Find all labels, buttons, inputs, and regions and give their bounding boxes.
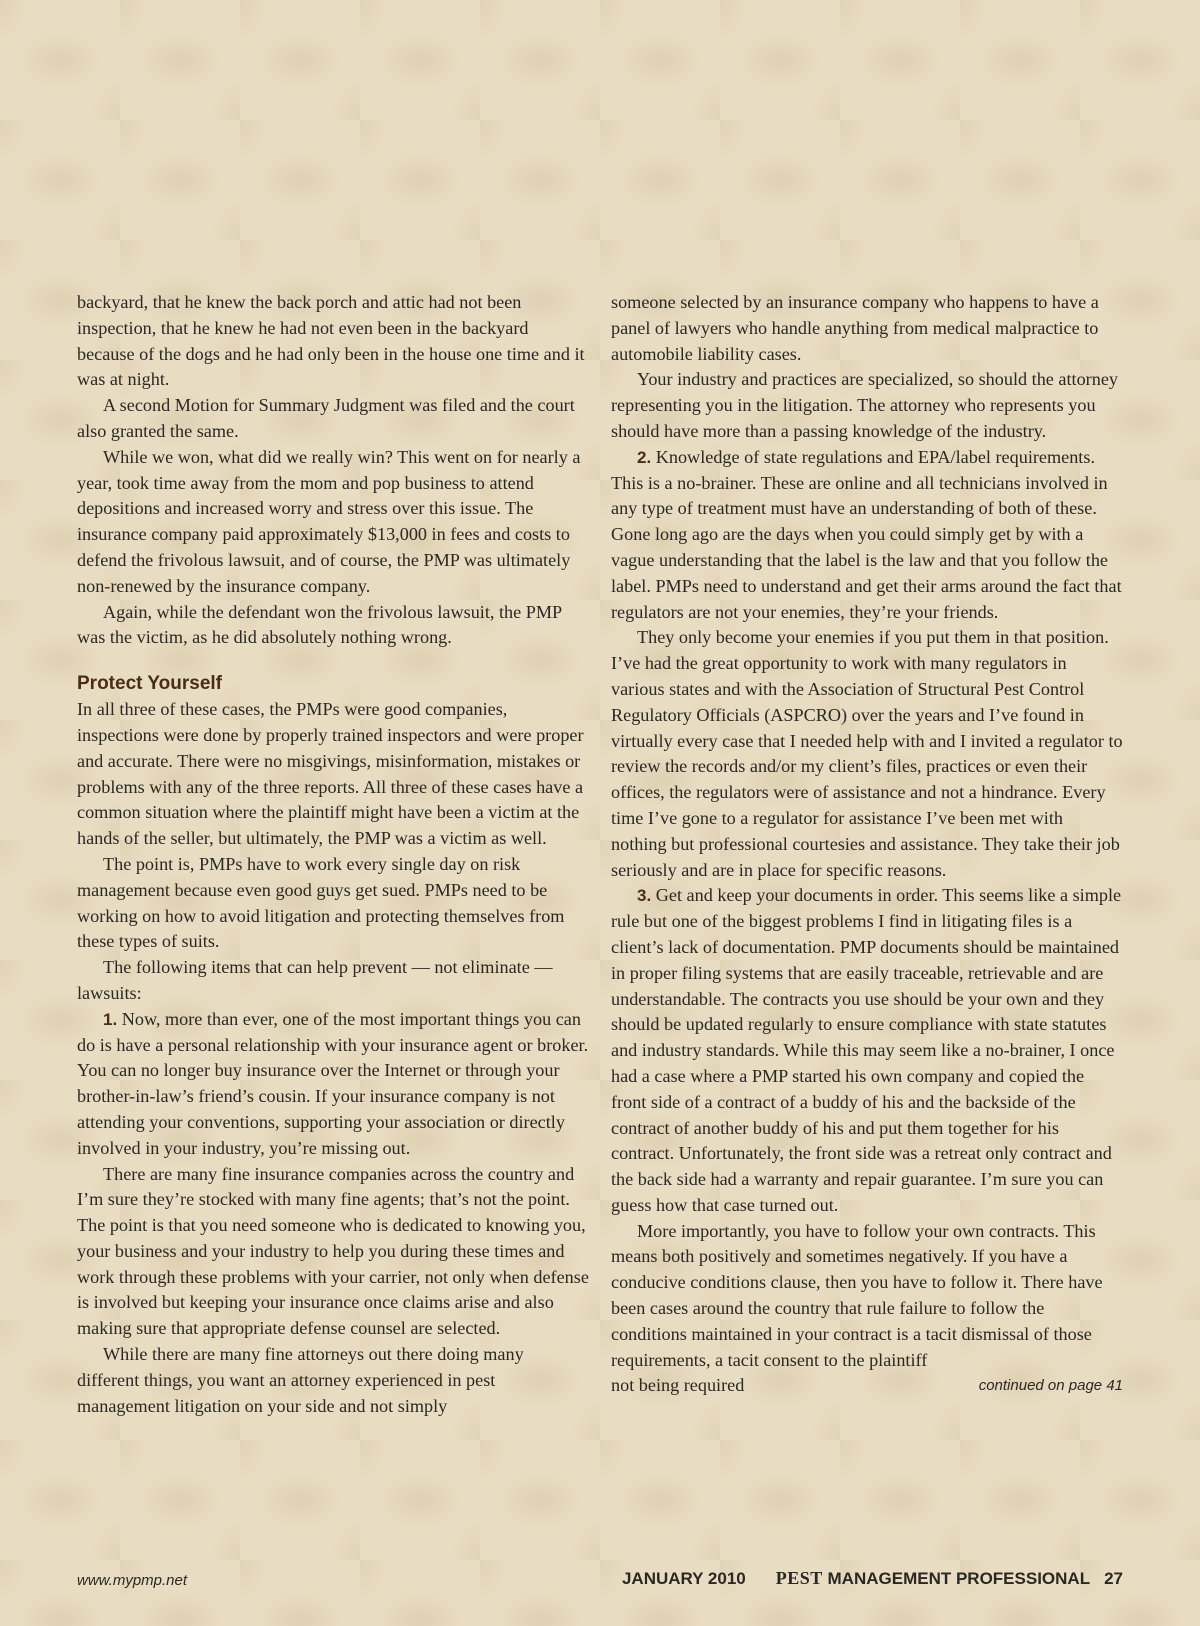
brand-pest: PEST xyxy=(775,1568,823,1588)
item-number: 3. xyxy=(637,886,652,906)
paragraph: There are many fine insurance companies across the country and I’m sure they’re stocked with many fine agents; that’s not the point. The point is that you need someone who is dedicated to knowing you, your business and your industry to help you during these times and work through these problems with your carrier, not only when defense is involved but keeping your insurance once claims arise and also making sure that appropriate defense counsel are selected. xyxy=(77,1163,589,1339)
paragraph: The point is, PMPs have to work every single day on risk management because even good guys get sued. PMPs need to be working on how to avoid litigation and protecting themselves from these types of suits. xyxy=(77,853,565,952)
paragraph-text: Get and keep your documents in order. This seems like a simple rule but one of the biggest problems I find in litigating files is a client’s lack of documentation. PMP documents should be maintained in proper filing systems that are easily traceable, retrievable and are understandable. The contracts you use should be your own and they should be updated regularly to ensure compliance with state statutes and industry standards. While this may seem like a no-brainer, I once had a case where a PMP started his own company and copied the front side of a contract of a buddy of his and the backside of the contract of another buddy of his and put them together for his contract. Unfortunately, the front side was a retreat only contract and the back side had a warranty and repair guarantee. I’m sure you can guess how that case turned out. xyxy=(611,885,1122,1215)
paragraph: Again, while the defendant won the frivolous lawsuit, the PMP was the victim, as he did absolutely nothing wrong. xyxy=(77,601,562,648)
issue-date: JANUARY 2010 xyxy=(621,1569,746,1588)
paragraph: The following items that can help prevent — not eliminate — lawsuits: xyxy=(77,957,553,1003)
website-link[interactable]: www.mypmp.net xyxy=(77,1572,188,1589)
paragraph: While we won, what did we really win? This went on for nearly a year, took time away from the mom and pop business to attend depositions and increased worry and stress over this issue. The insurance company paid approximately $13,000 in fees and costs to defend the frivolous lawsuit, and of course, the PMP was ultimately non-renewed by the insurance company. xyxy=(77,446,581,596)
paragraph-text: Knowledge of state regulations and EPA/label requirements. This is a no-brainer. These are online and all technicians involved in any type of treatment must have an understanding of both of these. Gone long ago are the days when you could simply get by with a vague understanding that the label is the law and that you follow the label. PMPs need to understand and get their arms around the fact that regulators are not your enemies, they’re your friends. xyxy=(611,446,1122,622)
paragraph: More importantly, you have to follow your own contracts. This means both positively and sometimes negatively. If you have a conducive conditions clause, then you have to follow it. There have been cases around the country that rule failure to follow the conditions maintained in your contract is a tacit dismissal of those requirements, a tacit consent to the plaintiff xyxy=(611,1220,1103,1370)
brand-name: MANAGEMENT PROFESSIONAL xyxy=(827,1569,1091,1588)
left-column xyxy=(77,290,589,1419)
paragraph-text: Now, more than ever, one of the most important things you can do is have a personal relationship with your insurance agent or broker. You can no longer buy insurance over the Internet or through your brother-in-law’s friend’s cousin. If your insurance company is not attending your conventions, supporting your association or directly involved in your industry, you’re missing out. xyxy=(77,1008,589,1158)
numbered-paragraph xyxy=(611,445,1123,626)
numbered-paragraph xyxy=(77,1007,589,1162)
page-number: 27 xyxy=(1104,1569,1123,1588)
issue-and-brand xyxy=(622,1568,1123,1589)
paragraph-text: not being required xyxy=(611,1375,745,1396)
paragraph: A second Motion for Summary Judgment was filed and the court also granted the same. xyxy=(77,395,575,441)
numbered-paragraph xyxy=(611,883,1123,1218)
paragraph: Your industry and practices are specialized, so should the attorney representing you in the litigation. The attorney who represents you should have more than a passing knowledge of the industry. xyxy=(611,369,1118,441)
paragraph: In all three of these cases, the PMPs were good companies, inspections were done by properly trained inspectors and were proper and accurate. There were no misgivings, misinformation, mistakes or problems with any of the three reports. All three of these cases have a common situation where the plaintiff might have been a victim at the hands of the seller, but ultimately, the PMP was a victim as well. xyxy=(77,699,584,849)
paragraph: backyard, that he knew the back porch and attic had not been inspection, that he knew he had not even been in the backyard because of the dogs and he had only been in the house one time and it was at night. xyxy=(77,292,585,390)
item-number: 1. xyxy=(103,1009,118,1029)
paragraph: They only become your enemies if you put them in that position. I’ve had the great opportunity to work with many regulators in various states and with the Association of Structural Pest Control Regulatory Officials (ASPCRO) over the years and I’ve found in virtually every case that I needed help with and I invited a regulator to review the records and/or my client’s files, practices or even their offices, the regulators were of assistance and not a hindrance. Every time I’ve gone to a regulator for assistance I’ve been met with nothing but professional courtesies and assistance. They take their job seriously and are in place for specific reasons. xyxy=(611,627,1123,880)
right-column xyxy=(611,290,1123,1399)
page-footer xyxy=(77,1568,1123,1594)
paragraph: someone selected by an insurance company who happens to have a panel of lawyers who handle anything from medical malpractice to automobile liability cases. xyxy=(611,292,1099,364)
section-heading: Protect Yourself xyxy=(77,673,223,695)
item-number: 2. xyxy=(637,447,652,467)
continued-note[interactable]: continued on page 41 xyxy=(978,1377,1123,1395)
paragraph: While there are many fine attorneys out there doing many different things, you want an attorney experienced in pest management litigation on your side and not simply xyxy=(77,1344,524,1416)
last-line xyxy=(611,1373,1123,1399)
